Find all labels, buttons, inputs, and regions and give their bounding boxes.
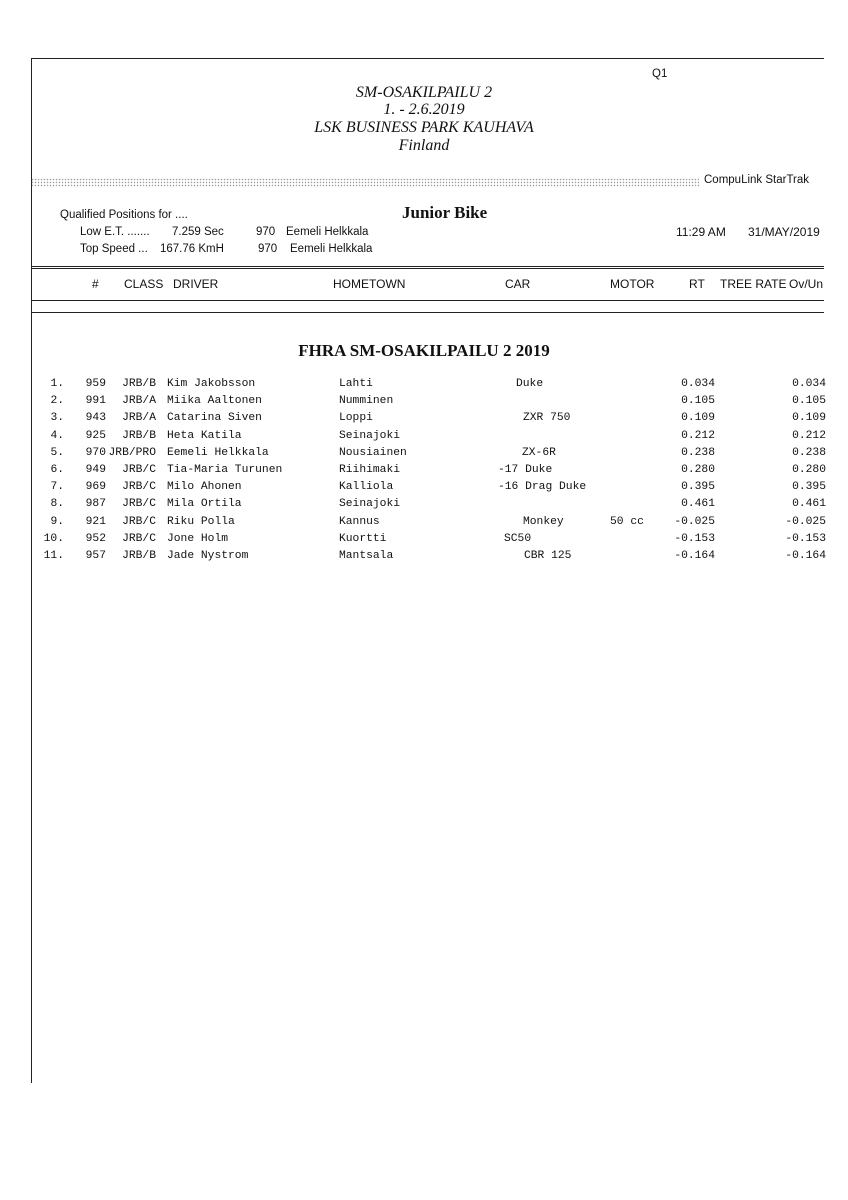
row-driver: Jade Nystrom	[167, 550, 249, 562]
left-border-line	[31, 58, 32, 1083]
table-row	[0, 464, 848, 481]
row-rt: -0.153	[674, 532, 715, 545]
low-et-value: 7.259 Sec	[172, 226, 224, 238]
row-car: Duke	[516, 378, 544, 390]
row-car: SC50	[504, 532, 532, 545]
top-speed-value: 167.76 KmH	[160, 243, 224, 255]
row-hometown: Seinajoki	[339, 429, 401, 442]
row-class: JRB/PRO	[108, 446, 156, 459]
row-class: JRB/C	[122, 481, 156, 494]
column-header-car: CAR	[505, 277, 531, 291]
row-hometown: Riihimaki	[339, 464, 401, 476]
row-rt: -0.025	[674, 515, 715, 528]
row-car-number: 957	[85, 550, 106, 562]
report-time: 11:29 AM	[676, 225, 726, 239]
row-car-number: 952	[85, 532, 106, 545]
row-class: JRB/B	[122, 378, 156, 390]
table-row	[0, 481, 848, 498]
row-driver: Catarina Siven	[167, 412, 262, 425]
row-car-number: 991	[85, 395, 106, 408]
row-driver: Eemeli Helkkala	[167, 446, 269, 459]
row-class: JRB/C	[122, 464, 156, 476]
row-car: CBR 125	[524, 550, 572, 562]
row-position: 1.	[50, 378, 64, 390]
row-ov-un: -0.153	[785, 532, 826, 545]
row-rt: 0.212	[681, 429, 715, 442]
table-row	[0, 498, 848, 515]
row-ov-un: 0.105	[792, 395, 826, 408]
row-rt: 0.105	[681, 395, 715, 408]
column-header-rt: RT	[689, 277, 705, 291]
row-position: 8.	[50, 498, 64, 511]
row-ov-un: 0.034	[792, 378, 826, 390]
column-header-ov-un: Ov/Un	[789, 277, 824, 291]
column-header-num: #	[92, 277, 99, 291]
row-driver: Mila Ortila	[167, 498, 242, 511]
row-motor: 50 cc	[610, 515, 644, 528]
top-speed-label: Top Speed ...	[80, 243, 148, 255]
column-header-driver: DRIVER	[173, 277, 219, 291]
column-header-hometown: HOMETOWN	[333, 277, 406, 291]
row-driver: Kim Jakobsson	[167, 378, 256, 390]
row-car: -17 Duke	[498, 464, 553, 476]
row-position: 6.	[50, 464, 64, 476]
class-title: Junior Bike	[402, 203, 488, 222]
system-name: CompuLink StarTrak	[704, 174, 810, 186]
low-et-car: 970	[256, 226, 276, 238]
row-car: -16 Drag Duke	[498, 481, 587, 494]
table-row	[0, 447, 848, 464]
top-speed-driver: Eemeli Helkkala	[290, 243, 373, 255]
row-position: 4.	[50, 429, 64, 442]
row-class: JRB/C	[122, 498, 156, 511]
row-class: JRB/A	[122, 395, 156, 408]
column-header-tree-rate: TREE RATE	[720, 277, 787, 291]
row-car: Monkey	[523, 515, 564, 528]
low-et-label: Low E.T. .......	[80, 226, 150, 238]
row-position: 9.	[50, 515, 64, 528]
row-rt: 0.395	[681, 481, 715, 494]
row-rt: 0.238	[681, 446, 715, 459]
column-header-class: CLASS	[124, 277, 164, 291]
row-class: JRB/B	[122, 429, 156, 442]
row-driver: Heta Katila	[167, 429, 242, 442]
race-title: FHRA SM-OSAKILPAILU 2 2019	[298, 341, 550, 360]
top-speed-car: 970	[258, 243, 278, 255]
row-car-number: 943	[85, 412, 106, 425]
table-row	[0, 412, 848, 429]
row-class: JRB/A	[122, 412, 156, 425]
row-driver: Tia-Maria Turunen	[167, 464, 283, 476]
column-header-motor: MOTOR	[610, 277, 655, 291]
event-venue: LSK BUSINESS PARK KAUHAVA	[314, 119, 534, 136]
row-car-number: 921	[85, 515, 106, 528]
header-rule-top	[31, 266, 824, 267]
row-car-number: 970	[85, 446, 106, 459]
dotted-separator	[31, 178, 699, 187]
table-row	[0, 533, 848, 550]
header-rule-bottom-2	[31, 312, 824, 313]
row-driver: Riku Polla	[167, 515, 235, 528]
row-hometown: Seinajoki	[339, 498, 401, 511]
row-car-number: 987	[85, 498, 106, 511]
row-driver: Jone Holm	[167, 532, 229, 545]
row-ov-un: 0.238	[792, 446, 826, 459]
report-date: 31/MAY/2019	[748, 225, 820, 239]
row-class: JRB/C	[122, 532, 156, 545]
session-code: Q1	[652, 68, 668, 80]
header-rule-top-2	[31, 268, 824, 269]
row-car-number: 969	[85, 481, 106, 494]
table-row	[0, 430, 848, 447]
row-hometown: Kannus	[339, 515, 380, 528]
table-row	[0, 516, 848, 533]
row-hometown: Loppi	[339, 412, 373, 425]
row-ov-un: 0.461	[792, 498, 826, 511]
row-class: JRB/C	[122, 515, 156, 528]
row-ov-un: 0.109	[792, 412, 826, 425]
event-title: SM-OSAKILPAILU 2	[355, 84, 493, 101]
row-position: 3.	[50, 412, 64, 425]
row-rt: 0.109	[681, 412, 715, 425]
row-hometown: Lahti	[339, 378, 373, 390]
header-rule-bottom	[31, 300, 824, 301]
row-ov-un: 0.212	[792, 429, 826, 442]
row-rt: 0.034	[681, 378, 715, 390]
row-hometown: Kalliola	[339, 481, 394, 494]
row-hometown: Kuortti	[339, 532, 387, 545]
row-rt: 0.280	[681, 464, 715, 476]
row-car: ZX-6R	[522, 446, 556, 459]
qualified-label: Qualified Positions for ....	[60, 209, 188, 221]
row-class: JRB/B	[122, 550, 156, 562]
row-car-number: 949	[85, 464, 106, 476]
row-position: 7.	[50, 481, 64, 494]
low-et-driver: Eemeli Helkkala	[286, 226, 369, 238]
row-hometown: Numminen	[339, 395, 394, 408]
row-ov-un: -0.025	[785, 515, 826, 528]
row-rt: 0.461	[681, 498, 715, 511]
row-driver: Miika Aaltonen	[167, 395, 262, 408]
row-position: 2.	[50, 395, 64, 408]
row-car-number: 959	[85, 378, 106, 390]
row-rt: -0.164	[674, 550, 715, 562]
row-position: 10.	[43, 532, 64, 545]
row-position: 5.	[50, 446, 64, 459]
row-car-number: 925	[85, 429, 106, 442]
event-dates: 1. - 2.6.2019	[383, 101, 465, 118]
top-border-line	[31, 58, 824, 59]
row-position: 11.	[43, 550, 64, 562]
row-car: ZXR 750	[523, 412, 571, 425]
row-ov-un: 0.395	[792, 481, 826, 494]
row-ov-un: -0.164	[785, 550, 826, 562]
event-country: Finland	[398, 137, 450, 154]
row-hometown: Nousiainen	[339, 446, 407, 459]
table-row	[0, 550, 848, 567]
table-row	[0, 395, 848, 412]
row-hometown: Mantsala	[339, 550, 394, 562]
row-ov-un: 0.280	[792, 464, 826, 476]
table-row	[0, 378, 848, 395]
row-driver: Milo Ahonen	[167, 481, 242, 494]
